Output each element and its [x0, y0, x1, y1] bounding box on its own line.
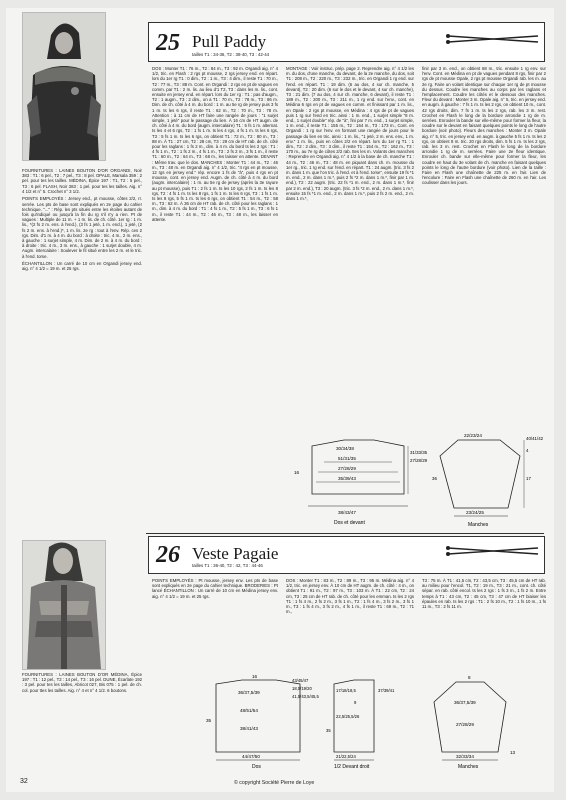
model-photo-veste-pagaie — [22, 540, 106, 670]
veste-dos-label-1: 36/37,5/39 — [238, 690, 260, 695]
pull-paddy-photo-art — [23, 13, 105, 160]
schematic-manches — [424, 430, 546, 530]
magazine-page — [6, 8, 554, 792]
pattern-25-title: Pull Paddy — [192, 32, 267, 51]
veste-dos-label-4: 35 — [206, 718, 212, 723]
veste-dos-bottom: 44/47/50 — [242, 754, 260, 759]
pattern-25-number: 25 — [156, 30, 180, 56]
pattern-26-column-2 — [152, 578, 278, 601]
veste-manche-caption: Manches — [458, 764, 479, 770]
veste-dos-label-3: 38/41/43 — [240, 726, 258, 731]
devant-label-2: 22,5/25,5/26 — [336, 714, 360, 719]
veste-manche-label-2: 27/28/29 — [456, 722, 474, 727]
manche-side-3: 36 — [432, 476, 437, 481]
veste-side-3: 41,5/43,5/45,5 — [292, 694, 319, 699]
devant-side: 37/39/41 — [378, 688, 395, 693]
pattern-25-gauge: ÉCHANTILLON : Un carré de 10 cm en Organdi jersey end. aig. n° 4 1/2 = 19 m. et 25 rgs. — [22, 261, 142, 272]
schematic-veste-devant — [324, 672, 410, 772]
manche-side-4: 17 — [526, 476, 531, 481]
pattern-26-points: POINTS EMPLOYÉS : Pt mousse, jersey env. Les pts de base sont expliqués en 2e page du cahier technique. BRODERIES : Pt lancé ÉCHANTILLON : Un carré de 10 cm en Médina jersey env. aig. n° 4 1/2 = 19 m. et 25 rgs. — [152, 578, 278, 599]
pattern-26-sizes: tailles T1 : 36-40, T2 : 42, T3 : 44-46 — [192, 563, 263, 568]
pattern-26-supplies: FOURNITURES : LAINES BOUTON D'OR MÉDINA, Épice 197 : T1 : 12 pel., T2 : 14 pel., T3 : 16 pel. DUNE, Écarlate 192 : 3 pel. pour tes les tailles, Abricot 027, Bis 075 : 1 pel. de ch. col. pour ttes les tailles. Aig. n° 4 et n° 4 1/2. 6 boutons. — [22, 672, 142, 693]
devant-caption: 1/2 Devant droit — [334, 764, 370, 770]
pattern-26-title: Veste Pagaie — [192, 544, 279, 563]
pattern-25-column-1 — [22, 168, 142, 274]
pattern-25-supplies: FOURNITURES : LAINES BOUTON D'OR ORGANDI, Noir 383 : T1 : 6 pel., T2 : 7 pel., T3 : 8 pel. OPALE, Marsala 359 : 2 pel. pour tes les tailles. MÉDINA, Épice 197 : T1, T2 : 5 pel., T3 : 6 pel. FLASH, Noir 383 : 1 pel. pour tes les tailles. Aig. n° 4 1/2 et n° 5. Crochet n° 3 1/2. — [22, 168, 142, 194]
pattern-26-column-3 — [286, 578, 414, 617]
model-photo-pull-paddy — [22, 12, 106, 161]
manche-width-top: 22/23/24 — [464, 433, 482, 438]
dos-width-top: 30/34/38 — [336, 446, 354, 451]
manche-side-1: 40/41/42 — [526, 436, 544, 441]
manche-side-2: 4 — [526, 448, 529, 453]
devant-label-3: 21/22,5/24 — [336, 754, 356, 759]
veste-side-2: 18,5/19/20 — [292, 686, 312, 691]
veste-manche-label-3: 13 — [510, 750, 516, 755]
page-number: 32 — [20, 778, 28, 785]
veste-dos-label-2: 48/51/54 — [240, 708, 258, 713]
devant-label-4: 9 — [354, 700, 357, 705]
dos-height: 16 — [294, 470, 300, 475]
pattern-26-column-1 — [22, 672, 142, 695]
pattern-25-points: POINTS EMPLOYÉS : Jersey end., pt mousse, côtes 2/2, rr. serrée. Les pts de base sont expliqués en 2e page du cahier technique. "..." : Rép. les pts situés entre les étoiles autant de fois qu'indiqué ou jusqu'à la fin du rg s'il n'y a rien. Pt de vagues : Multiple de 11 m. + 1 m. lis. de ch. côté. 1er rg : 1 m. lis., *(2 fs 2 m. ens. à l'end.), (3 fs 1 jeté, 1 m. end.), 1 jeté, (2 fs 2 m. ens. à l'end.)*, 1 m. lis. 2e rg : tout à l'env. Rép. ces 2 rgs. Dim. d'1 m. à 4 m. du bord : à droite : tric. 4 m., 2 m. ens., à gauche : 1 surjet simple, 4 m. Dim. de 2 m. à 4 m. du bord : à droite : tric. 4 m., 3 m. ens., à gauche : 1 surjet double, 4 m. Augm. intercalaire : Soulever le fil situé entre les 2 m. et le tric. à l'end. torse. — [22, 196, 142, 259]
pattern-26-dos: DOS : Monter T1 : 83 m., T2 : 89 m., T3 : 95 m. Médina aig. n° 4 1/2, tric. en jersey env. À 10 cm de HT augm. de ch. côté : 4 m., on obtient T1 : 91 m., T2 : 97 m., T3 : 103 m. À T1 : 22 cm, T2 : 24 cm, T3 : 25 cm de HT rab. de ch. côté pour les emman. ts les 2 rgs T1 : 1 fs 4 m., 2 fs 2 m., 3 fs 1 m., T2 : 1 fs 4 m., 3 fs 2 m., 3 fs 1 m., T3 : 1 fs 4 m., 3 fs 2 m., 4 fs 1 m., il reste T1 : 69 m., T2 : 71 m., — [286, 578, 414, 615]
section-divider — [146, 533, 544, 534]
veste-manche-top: 8 — [468, 675, 471, 680]
dos-side-1: 31/33/35 — [410, 450, 428, 455]
veste-side-1: 43/45/47 — [292, 678, 309, 683]
veste-manche-bottom: 32/33/34 — [456, 754, 474, 759]
schematic-dos-devant — [288, 432, 428, 528]
dos-width-2: 27/28/29 — [338, 466, 356, 471]
pattern-25-sizes: tailles T1 : 34-36, T2 : 38-40, T3 : 42-44 — [192, 52, 270, 57]
schematic-veste-manches — [410, 672, 540, 772]
pattern-25-assembly: MONTAGE : Voir instruc. prép. page 2. Reprendre aig. n° 4 1/2 les m. du dos, d'une manche, du devant, de la 2e manche, du dos, soit T1 : 208 m., T2 : 220 m., T3 : 232 m., tric. en Organdi 1 rg end. sur l'end. en répart. T1 : 19 dim. (6 au dos, 4 sur ch. manche, 5 devant), T2 : 20 dim. (6 sur le dos et le devant, 4 sur ch. manche), T3 : 21 dim. (7 au dos, 4 sur ch. manche, 6 devant), il reste T1 : 189 m., T2 : 200 m., T3 : 211 m., 1 rg end. sur l'env., cont. en Médina 6 rgs en pt de vagues en comm. et finissant par 1 m. lis., en Opale : 2 rgs pt mousse, en Médina : 4 rgs de pt de vagues puis 1 rg sur l'end en tric. ainsi : 1 m. end., 1 surjet simple "8 m. end., 1 surjet double" rép. de "à", fini par 7 m. end., 1 surjet simple, 1 m. end., il reste T1 : 155 m., T2 : 164 m., T3 : 173 m., Cont. en Organdi : 1 rg sur l'env. en formant une rangée de jours pour le passage du lien en tric. ainsi : 1 m. lis., "1 jeté, 2 m. ens. env., 1 m. env." 1 m. lis., puis en côtes 2/2 en répart. lors du 1er rg T1 : 1 dim., T2 : 2 dim., T3 : 3 dim., il reste T1 : 154 m., T2 : 162 m., T3 : 170 m., au 7e rg de côtes 2/2 rab. ttes les m. Volants des manches : Reprendre en Organdi aig. n° 4 1/2 à la base de ch. manche T1 : 44 m., T2 : 46 m., T3 : 48 m. en piquant dans ch. m. mousse du 1er rg., tric. 1 rg end. sur l'end. en répart. T1 : 24 augm. (tric. 3 fs 2 m. dans 1 m. que l'on tric. à l'end. et à l'end. torse", ensuite 19 fs *1 m. end., 2 m. dans 1 m.*, puis 2 fs *2 m. dans 1 m.*, finir par 1 m. end.), T2 : 22 augm. (tric. 22 fs *1 m. end., 2 m. dans 1 m.*, finir par 2 m. end.), T3 : 20 augm. (tric. 3 fs *2 m. end., 2 m. dans 1 m.*, ensuite 15 fs *1 m. end., 2 m. dans 1 m.*, puis 2 fs 2 m. end., 2 m. dans 1 m.*, — [286, 66, 414, 202]
dos-side-2: 27/28/29 — [410, 458, 428, 463]
knitting-needles-icon — [446, 32, 542, 46]
pattern-25-column-2 — [152, 66, 278, 224]
veste-dos-top: 16 — [252, 674, 258, 679]
knitting-needles-icon-2 — [446, 544, 542, 558]
dos-caption: Dos et devant — [334, 520, 365, 526]
devant-label-1: 17/18/18,5 — [336, 688, 356, 693]
copyright-footer: © copyright Société Pierre de Loye — [234, 780, 315, 786]
veste-dos-caption: Dos — [252, 764, 261, 770]
dos-width-1: 51/31/35 — [338, 456, 356, 461]
pattern-25-finishing: finir par 3 m. end., on obtient 68 m., tric. ensuite 1 rg env. sur l'env. Cont. en Médina en pt de vagues pendant 8 rgs, finir par 2 rgs de pt mousse Opale, 2 rgs pt mousse Organdi rab. les m. au 2e rg. Faire un volant identique sur chaque 1er rg de pt mousse du dessus. Coudre les manches au corps par les raglans et l'emplacement. Coudre les côtés et le dessous des manches. Fleur du devant : Monter 3 m. Opale aig. n° 5, tric. en jersey end. en augm. à gauche : 7 fs 1 m. ts les 2 rgs, on obtient 10 m., cont. 42 rgs droits, dim. 7 fs 1 m. ts les 2 rgs, rab. les 3 m. rest. Crochet en Flash le long de la bordure arrondie 1 rg de m. serrées. Enrouler la bande sur elle-même pour former la fleur, la coudre sur le devant en faisant quelques points le long de l'autre bordure (voir photo). Fleurs des manches : Monter 3 m. Opale aig. n° 5, tric. en jersey end. en augm. à gauche 5 fs 1 m. ts les 2 rgs, on obtient 8 m. tric. 20 rgs droits, dim. 5 fs 1 m. ts les 2 rgs, rab. les 3 m. rest. Crochet en Flash le long de la bordure arrondie 1 rg de m. serrées. Faire une 2e fleur identique. Enrouler ch. bande sur elle-même pour former la fleur, les coudre en haut du 3e volant de ch. manche en faisant quelques points le long de l'autre bordure (voir photo). Lien de la taille : Faire en Flash une chaînette de 225 m. en l'air. Lien de l'encolure : Faire en Flash une chaînette de 260 m. en l'air. Les coulisser dans les jours. — [422, 66, 546, 186]
pattern-25-column-3 — [286, 66, 414, 204]
manche-width-bottom: 23/24/25 — [466, 510, 484, 515]
manche-caption: Manches — [468, 522, 489, 528]
pattern-25-column-4 — [422, 66, 546, 188]
devant-label-5: 35 — [326, 728, 331, 733]
veste-manche-label-1: 36/37,5/39 — [454, 700, 476, 705]
dos-width-3: 35/39/43 — [338, 476, 356, 481]
pattern-26-column-4 — [422, 578, 546, 612]
pattern-26-dos-cont: T3 : 75 m. À T1 : 41,5 cm, T2 : 43,5 cm, T3 : 45,5 cm de HT rab. au milieu pour l'encol. T1, T2 : 19 m., T3 : 21 m., cont. ch. côté sépar. en rab. côté encol. ts les 2 rgs : 1 fs 3 m., 1 fs 2 m. Entre temps à T1 : 43 cm, T2 : 45 cm, T3 : 47 cm de HT biaiser les épaules en rab. ts les 2 rgs : T1 : 2 fs 10 m., T2 : 1 fs 10 m., 1 fs 11 m., T3 : 2 fs 11 m. — [422, 578, 546, 610]
pattern-26-number: 26 — [156, 542, 180, 568]
pattern-25-back-front-sleeves: DOS : Monter T1 : 76 m., T2 : 84 m., T3 : 92 m. Organdi aig. n° 4 1/2, tric. en Flash : 2 rgs pt mousse, 2 rgs jersey end. en répart. lors du 1er rg T1 : 0 dim., T2 : 1 m., T3 : 4 dim., il reste T1 : 70 m., T2 : 77 m., T3 : 88 m. Cont. en Organdi : 2 rgs en pt de vagues en comm. par T1 : 2 m. lis. au lieu d'1 T2, T3 : dans les m. lis., cont. ensuite en jersey end. en répart. lors du 1er rg : T1 : pas d'augm., T2 : 1 augm., T3 : 2 dim., on a T1 : 70 m., T2 : 78 m., T3 : 86 m. Dim. de ch. côté à 4 m. du bord : 1 m. au 5e rg de jersey puis 3 fs 1 m. ts les 6 rgs, il reste T1 : 62 m., T2 : 70 m., T3 : 78 m. Attention : à 11 cm de HT faire une rangée de jours : "1 surjet simple, 1 jeté" pour le passage du lien. À 16 cm de HT augm. de ch. côté à 4 m. du bord (augm. intercalaire) T1 : 5 fs 1 m. alternat. ts les 4 et 6 rgs, T2 : 1 fs 1 m. ts les 4 rgs, 4 fs 1 m. ts les 6 rgs, T3 : 5 fs 1 m. ts les 6 rgs, on obtient T1 : 72 m., T2 : 80 m., T3 : 88 m. À T1 : 27 cm, T2 : 28 cm, T3 : 29 cm de HT rab. de ch. côté pour les raglans : 1 fs 2 m., dim. à 4 m. du bord ts les 2 rgs : T1 : 4 fs 1 m., T2 : 1 fs 2 m., 4 fs 1 m., T3 : 2 fs 2 m., 3 fs 1 m., il reste T1 : 60 m., T2 : 64 m., T3 : 68 m., les laisser en attente. DEVANT : Même trav. que le dos. MANCHES : Monter T1 : 44 m., T2 : 46 m., T3 : 48 m. en Organdi aig. n° 4 1/2, tric. "4 rgs en pt mousse, 12 rgs en jersey end." rép. encore 1 fs de "à", puis 4 rgs en pt mousse, cont. en jersey end. Augm. de ch. côté à 4 m. du bord (augm. intercalaire) : 1 m. au 5e rg de jersey (après la 3e rayure au pt mousse), puis T1 : 2 fs 1 m. ts les 10 rgs, 2 fs 1 m. ts les 8 rgs, T2 : 4 fs 1 m. ts les 8 rgs, 1 fs 1 m. ts les 6 rgs, T3 : 1 fs 1 m. ts les 8 rgs, 5 fs 1 m. ts les 6 rgs, on obtient T1 : 54 m., T2 : 58 m., T3 : 62 m. À 36 cm de HT rab. de ch. côté pour les raglans : 1 m., dim. à 4 m. du bord : T1 : 4 fs 1 m., T2 : 5 fs 1 m., T3 : 6 fs 1 m., il reste T1 : 44 m., T2 : 46 m., T3 : 48 m., les laisser en attente. — [152, 66, 278, 222]
veste-pagaie-photo-art — [23, 541, 105, 669]
dos-width-bottom: 38/43/47 — [338, 510, 356, 515]
